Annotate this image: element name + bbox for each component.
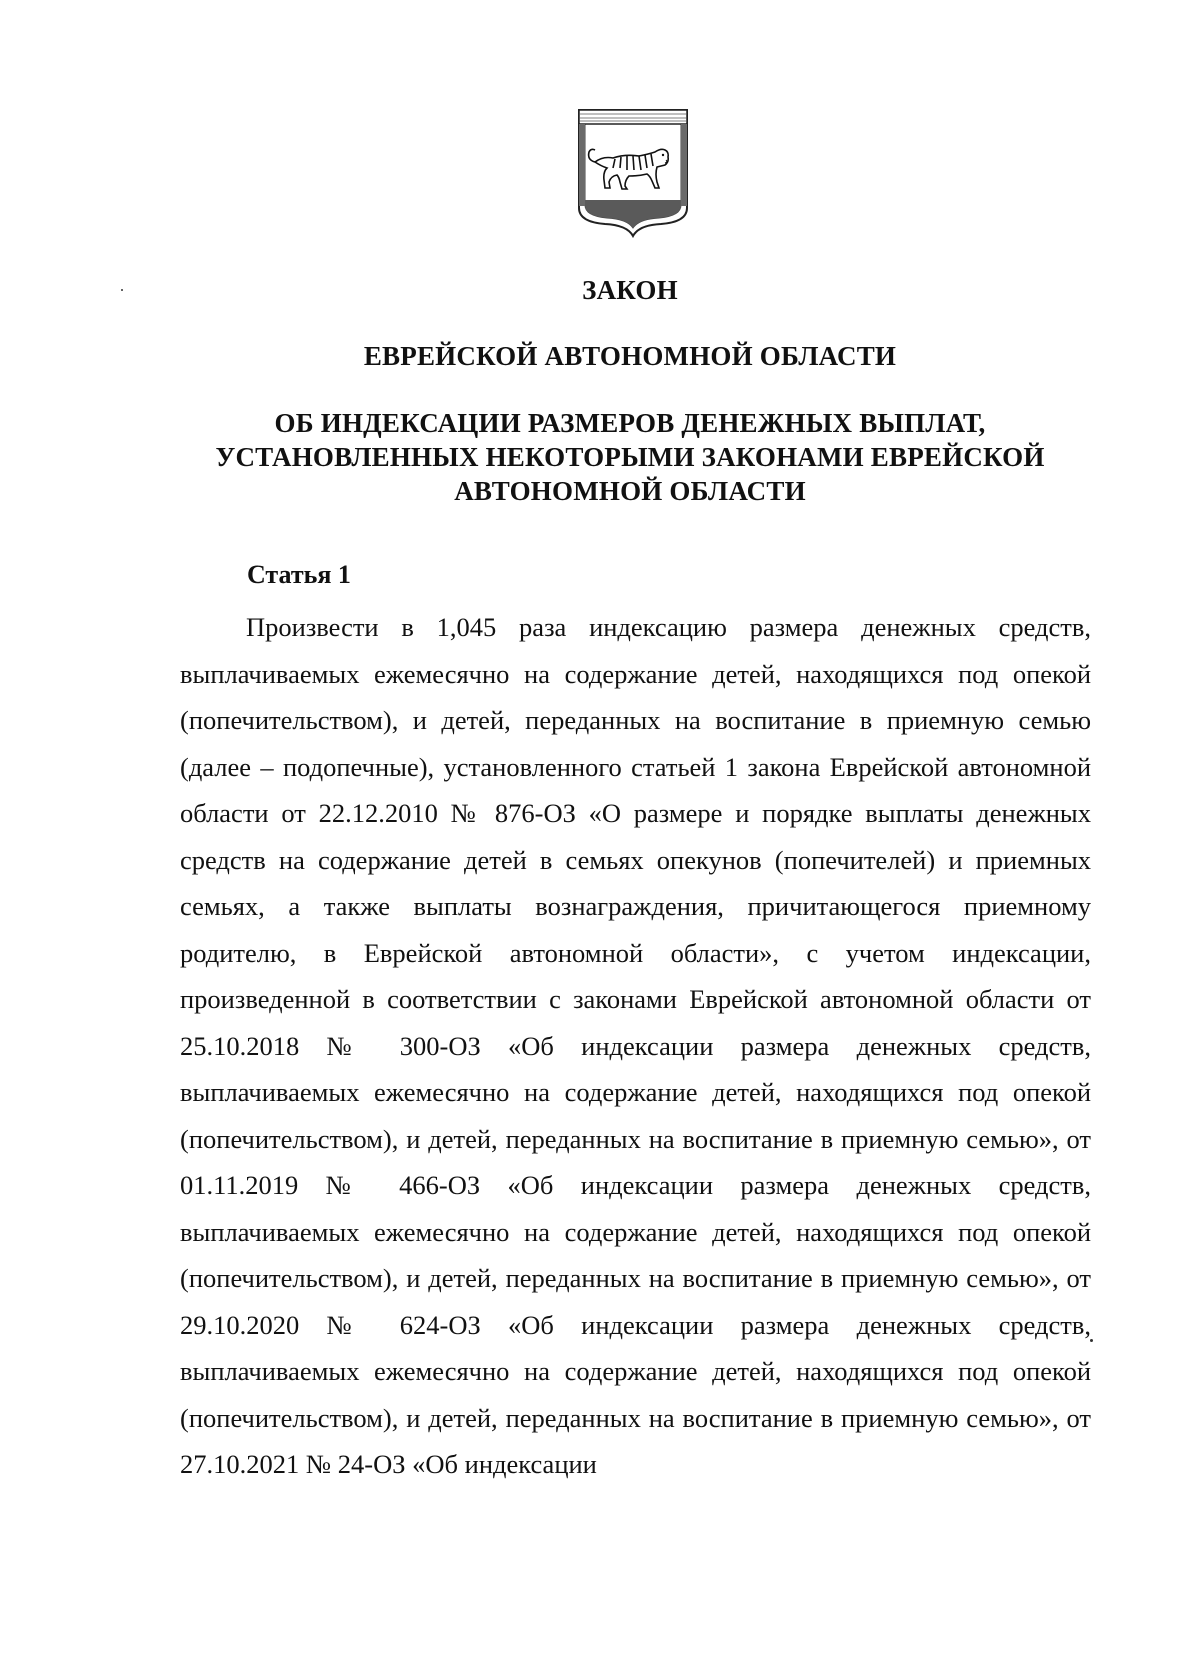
law-title-line-2: УСТАНОВЛЕННЫХ НЕКОТОРЫМИ ЗАКОНАМИ ЕВРЕЙСКОЙ (215, 442, 1045, 472)
tiger-coat-of-arms-icon (573, 104, 693, 244)
region-heading: ЕВРЕЙСКОЙ АВТОНОМНОЙ ОБЛАСТИ (363, 341, 897, 371)
law-title-line-1: ОБ ИНДЕКСАЦИИ РАЗМЕРОВ ДЕНЕЖНЫХ ВЫПЛАТ, (274, 408, 986, 438)
law-title (170, 406, 1090, 508)
law-title-line-3: АВТОНОМНОЙ ОБЛАСТИ (454, 476, 806, 506)
scan-speck (1090, 1339, 1093, 1342)
scan-speck (121, 289, 123, 291)
article-body: Произвести в 1,045 раза индексацию размера денежных средств, выплачиваемых ежемесячно на содержание детей, находящихся под опекой (попечительством), и детей, переданных на воспитание в приемную семью (далее – подопечные), установленного статьей 1 закона Еврейской автономной области от 22.12.2010 № 876-ОЗ «О размере и порядке выплаты денежных средств на содержание детей в семьях опекунов (попечителей) и приемных семьях, а также выплаты вознаграждения, причитающегося приемному родителю, в Еврейской автономной области», с учетом индексации, произведенной в соответствии с законами Еврейской автономной области от 25.10.2018 № 300-ОЗ «Об индексации размера денежных средств, выплачиваемых ежемесячно на содержание детей, находящихся под опекой (попечительством), и детей, переданных на воспитание в приемную семью», от 01.11.2019 № 466-ОЗ «Об индексации размера денежных средств, выплачиваемых ежемесячно на содержание детей, находящихся под опекой (попечительством), и детей, переданных на воспитание в приемную семью», от 29.10.2020 № 624-ОЗ «Об индексации размера денежных средств, выплачиваемых ежемесячно на содержание детей, находящихся под опекой (попечительством), и детей, переданных на воспитание в приемную семью», от 27.10.2021 № 24-ОЗ «Об индексации (180, 612, 1091, 1479)
article-title: Статья 1 (247, 560, 351, 589)
law-heading: ЗАКОН (582, 275, 678, 305)
